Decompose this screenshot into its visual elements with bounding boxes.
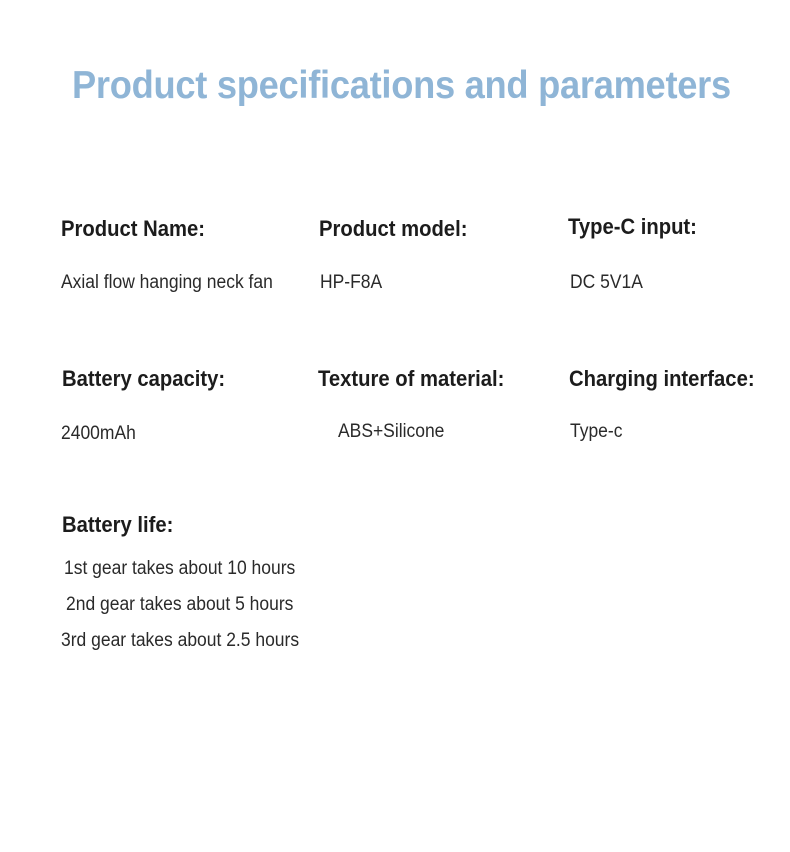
battery-life-line: 3rd gear takes about 2.5 hours: [61, 630, 300, 651]
product-name-label: Product Name:: [61, 216, 205, 241]
material-label: Texture of material:: [318, 366, 505, 391]
product-model-label: Product model:: [319, 216, 468, 241]
charging-interface-label: Charging interface:: [569, 366, 755, 391]
battery-capacity-value: 2400mAh: [61, 423, 136, 444]
battery-life-line: 2nd gear takes about 5 hours: [66, 594, 294, 615]
page-title: Product specifications and parameters: [72, 64, 731, 107]
typec-input-value: DC 5V1A: [570, 272, 643, 293]
battery-capacity-label: Battery capacity:: [62, 366, 226, 391]
battery-life-line: 1st gear takes about 10 hours: [64, 558, 296, 579]
product-model-value: HP-F8A: [320, 272, 383, 293]
material-value: ABS+Silicone: [338, 421, 445, 442]
typec-input-label: Type-C input:: [568, 214, 697, 239]
product-name-value: Axial flow hanging neck fan: [61, 272, 273, 293]
battery-life-label: Battery life:: [62, 512, 174, 537]
charging-interface-value: Type-c: [570, 421, 623, 442]
